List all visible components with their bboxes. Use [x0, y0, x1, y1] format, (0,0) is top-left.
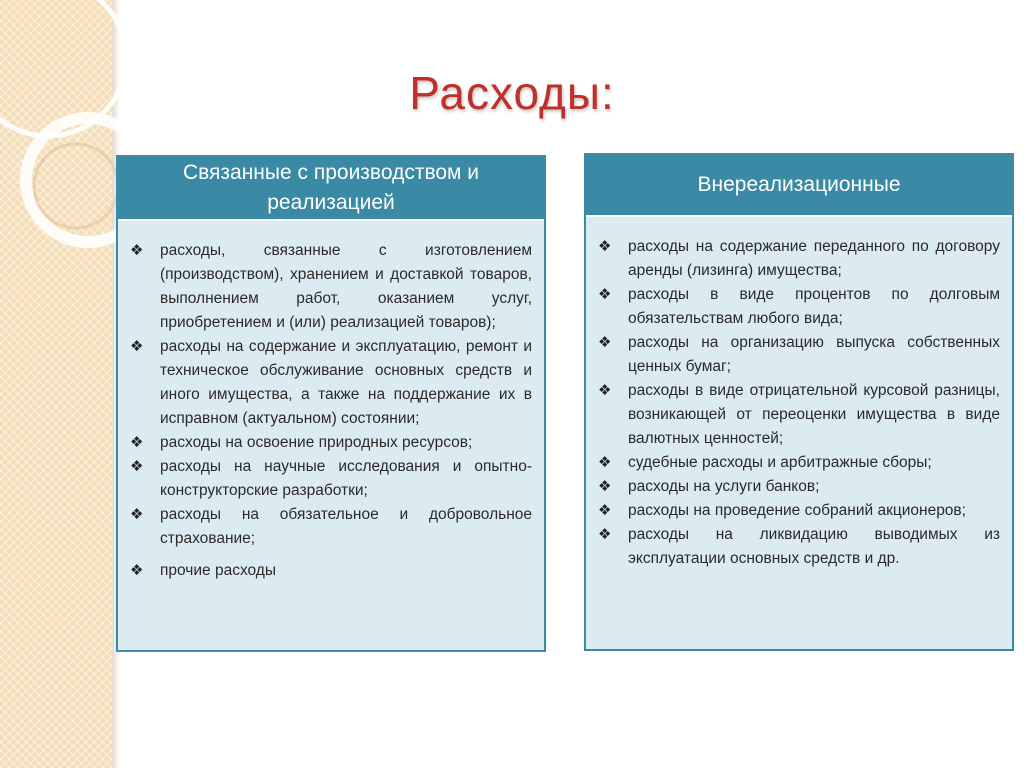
list-item	[130, 455, 532, 503]
diamond-bullet-icon: ❖	[130, 434, 144, 451]
list-item	[598, 235, 1000, 283]
list-item-text: расходы на научные исследования и опытно-конструкторские разработки;	[160, 458, 532, 499]
list-item	[598, 451, 1000, 475]
list-item-text: судебные расходы и арбитражные сборы;	[628, 454, 932, 471]
list-item-text: расходы на содержание переданного по договору аренды (лизинга) имущества;	[628, 238, 1000, 279]
list-item-text: расходы на проведение собраний акционеров;	[628, 502, 966, 519]
list-item-text: прочие расходы	[160, 562, 276, 579]
list-item	[130, 335, 532, 431]
list-item	[598, 475, 1000, 499]
list-item-text: расходы на ликвидацию выводимых из эксплуатации основных средств и др.	[628, 526, 1000, 567]
list-item-text: расходы, связанные с изготовлением (производством), хранением и доставкой товаров, выполнением работ, оказанием услуг, приобретением и (или) реализацией товаров);	[160, 242, 532, 331]
list-item	[598, 523, 1000, 571]
list-item	[130, 559, 532, 583]
diamond-bullet-icon: ❖	[130, 506, 144, 523]
diamond-bullet-icon: ❖	[130, 458, 144, 475]
panel-header-non-operating	[586, 155, 1012, 217]
list-item-text: расходы в виде процентов по долговым обязательствам любого вида;	[628, 286, 1000, 327]
list-item-text: расходы в виде отрицательной курсовой разницы, возникающей от переоценки имущества в виде валютных ценностей;	[628, 382, 1000, 447]
diamond-bullet-icon: ❖	[598, 238, 612, 255]
diamond-bullet-icon: ❖	[598, 502, 612, 519]
list-item-text: расходы на организацию выпуска собственных ценных бумаг;	[628, 334, 1000, 375]
slide-title: Расходы:	[409, 67, 615, 119]
ring-small	[34, 144, 118, 228]
expense-list-non-operating	[586, 217, 1012, 571]
expense-list-production	[118, 221, 544, 583]
diamond-bullet-icon: ❖	[598, 286, 612, 303]
diamond-bullet-icon: ❖	[598, 454, 612, 471]
panel-non-operating-expenses	[584, 153, 1014, 651]
list-item	[598, 283, 1000, 331]
list-item	[598, 331, 1000, 379]
list-item	[130, 503, 532, 551]
list-item	[598, 379, 1000, 451]
diamond-bullet-icon: ❖	[598, 526, 612, 543]
list-item-text: расходы на услуги банков;	[628, 478, 820, 495]
diamond-bullet-icon: ❖	[130, 242, 144, 259]
list-item-text: расходы на освоение природных ресурсов;	[160, 434, 473, 451]
diamond-bullet-icon: ❖	[598, 382, 612, 399]
diamond-bullet-icon: ❖	[598, 478, 612, 495]
list-item-text: расходы на содержание и эксплуатацию, ремонт и техническое обслуживание основных средств и иного имущества, а также на поддержание их в исправном (актуальном) состоянии;	[160, 338, 532, 427]
diamond-bullet-icon: ❖	[130, 562, 144, 579]
diamond-bullet-icon: ❖	[598, 334, 612, 351]
panel-header-production	[118, 157, 544, 221]
list-item	[130, 431, 532, 455]
list-item-text: расходы на обязательное и добровольное страхование;	[160, 506, 532, 547]
panel-header-text: Связанные с производством и реализацией	[182, 161, 480, 214]
panel-header-text: Внереализационные	[697, 173, 901, 196]
diamond-bullet-icon: ❖	[130, 338, 144, 355]
list-item	[598, 499, 1000, 523]
panel-production-expenses	[116, 155, 546, 652]
list-item	[130, 239, 532, 335]
